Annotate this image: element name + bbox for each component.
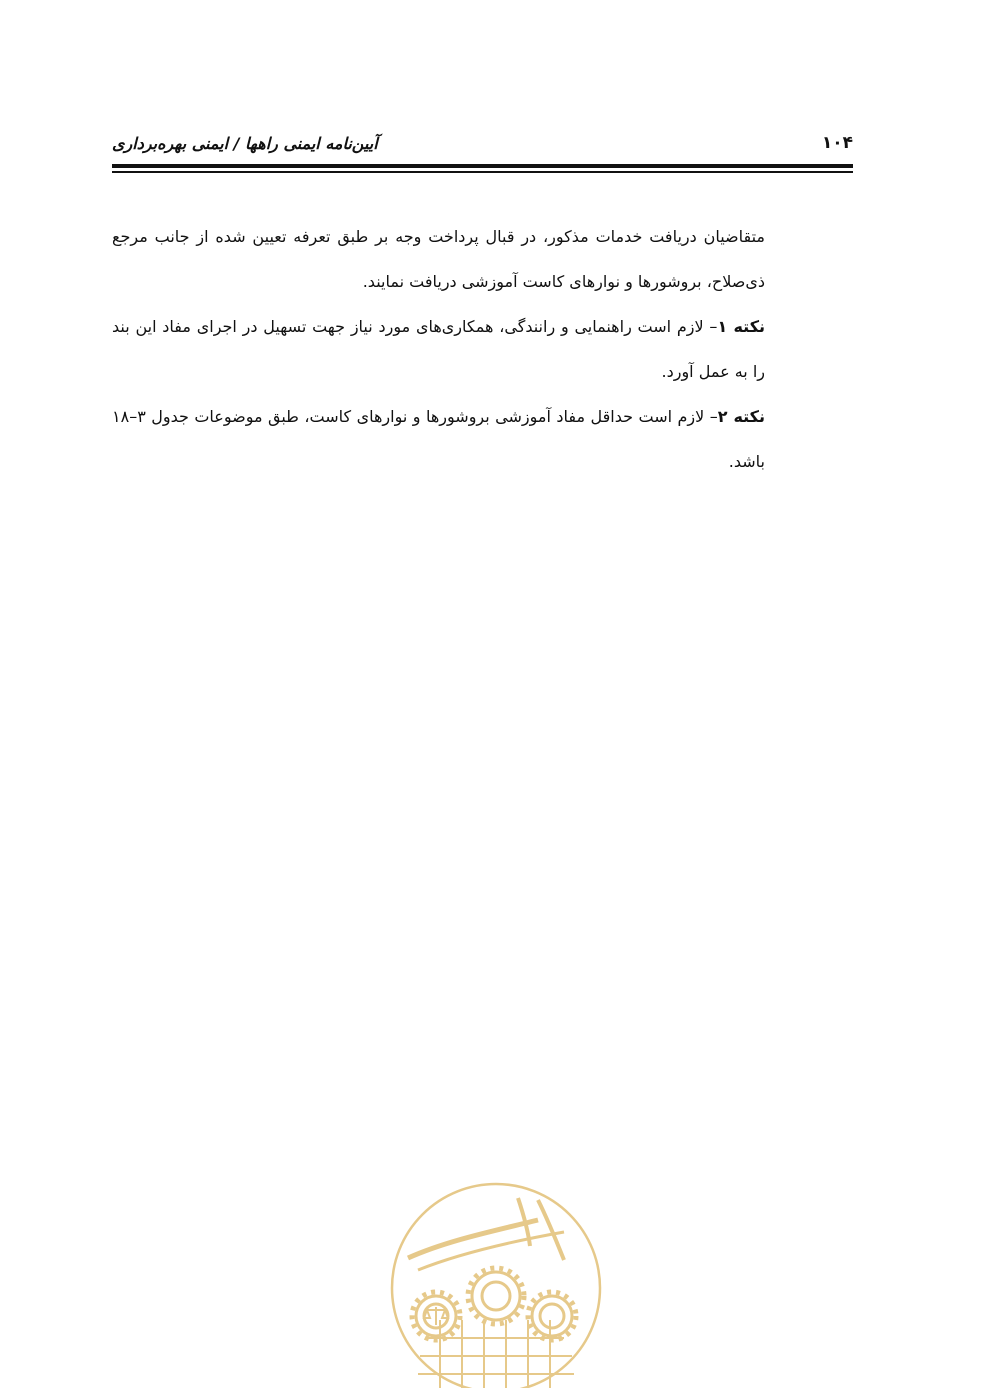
paragraph: متقاضیان دریافت خدمات مذکور، در قبال پرداخت وجه بر طبق تعرفه تعیین شده از جانب مرجع ذی‌صلاح، بروشورها و نوارهای کاست آموزشی دریافت نمایند. [112,227,765,291]
page-number: ۱۰۴ [821,133,853,153]
note-1-text: – لازم است راهنمایی و رانندگی، همکاری‌های مورد نیاز جهت تسهیل در اجرای مفاد این بند را به عمل آورد. [112,317,765,381]
note-2-text: – لازم است حداقل مفاد آموزشی بروشورها و نوارهای کاست، طبق موضوعات جدول ۳–۱۸ باشد. [112,407,765,471]
header-rule-thin [112,171,853,173]
note-2-label: نکته ۲ [717,407,765,426]
note-1 [112,304,853,394]
note-1-label: نکته ۱ [717,317,766,336]
page-header [112,128,853,158]
body-text [112,214,853,484]
note-2 [112,394,853,484]
running-title: آیین‌نامه ایمنی راهها / ایمنی بهره‌برداری [112,133,378,153]
header-rule-thick [112,164,853,168]
watermark-logo [388,1180,604,1388]
logo-seal-icon [388,1180,604,1388]
